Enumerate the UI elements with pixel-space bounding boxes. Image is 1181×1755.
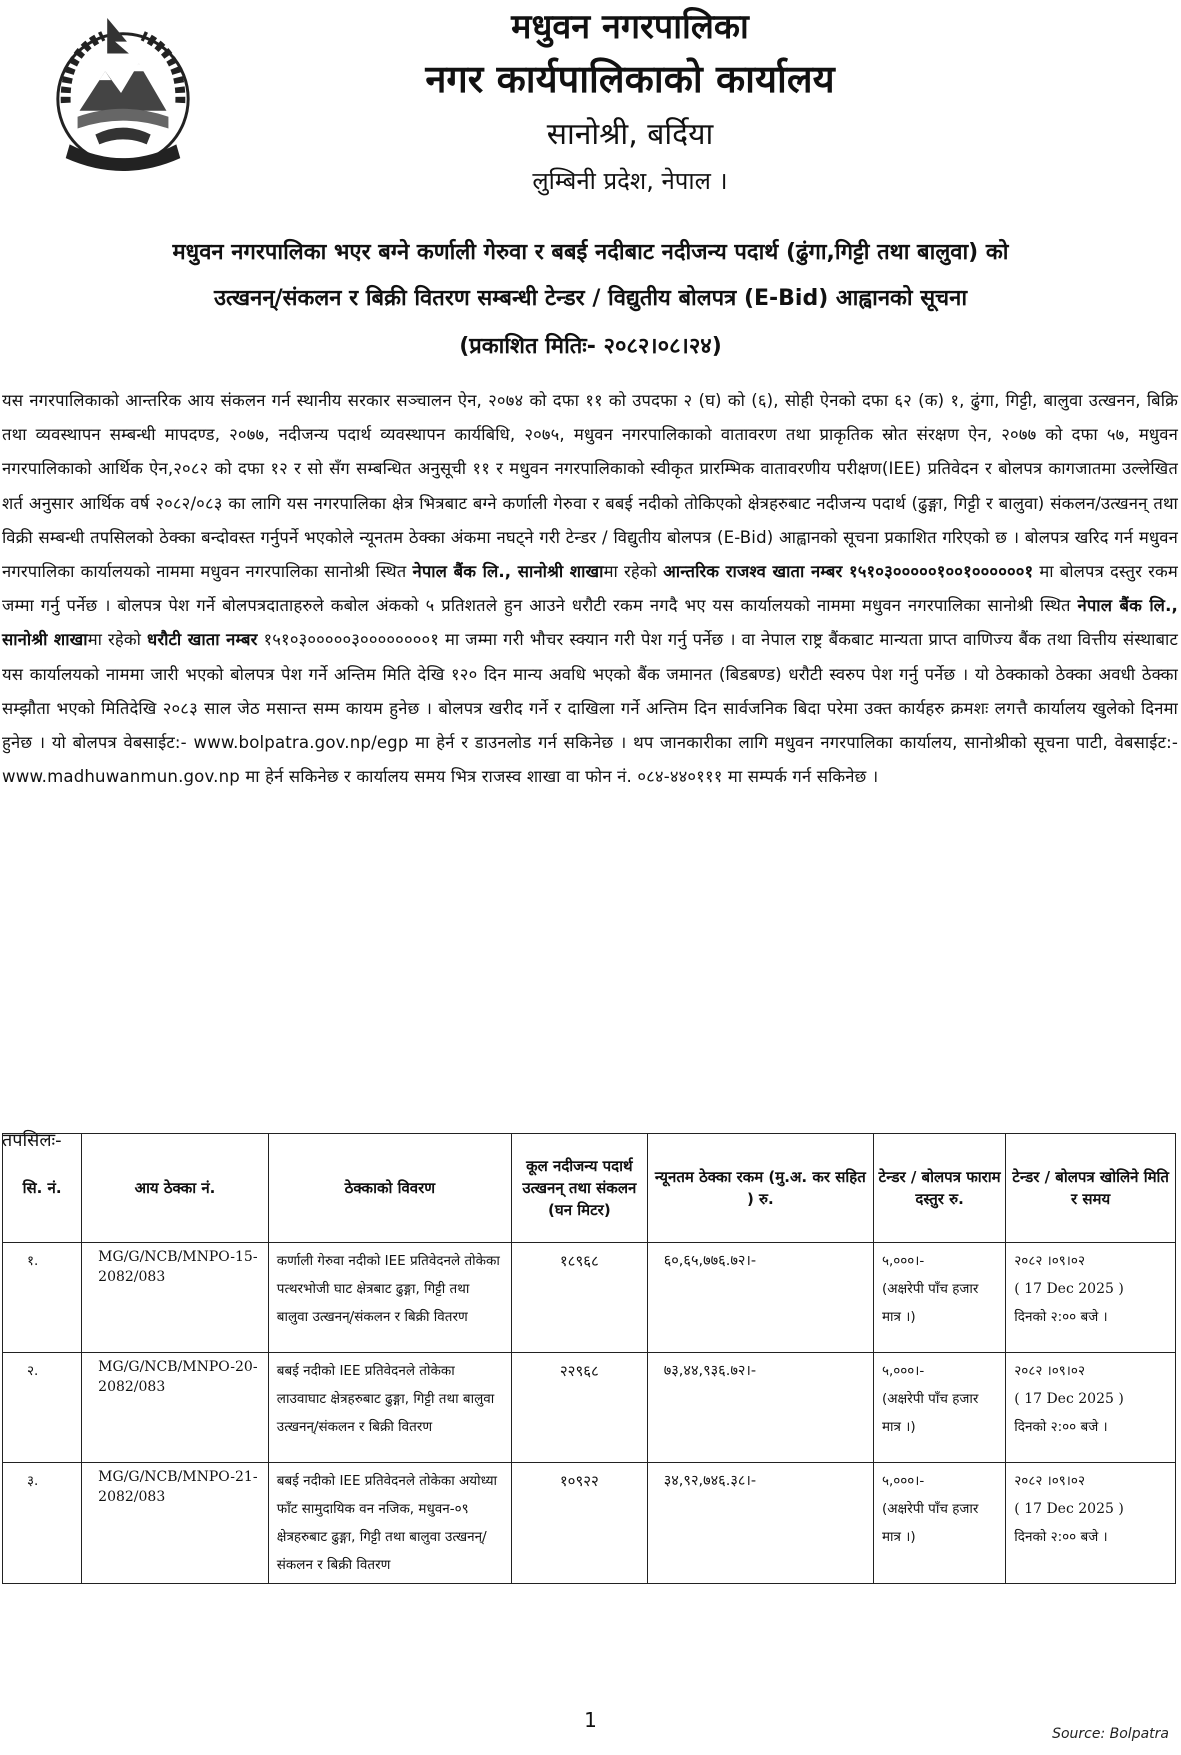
open-time: दिनको २:०० बजे ।: [1014, 1309, 1108, 1325]
details-label: तपसिलः-: [2, 1130, 62, 1151]
cell-date: [1006, 1353, 1176, 1463]
cell-amount: ६०,६५,७७६.७२।-: [647, 1243, 873, 1353]
cell-qty: २२९६८: [511, 1353, 647, 1463]
body-text-4: मा रहेको: [87, 630, 142, 650]
cell-date: [1006, 1463, 1176, 1584]
date-ad: ( 17 Dec 2025 ): [1014, 1281, 1124, 1297]
cell-date: [1006, 1243, 1176, 1353]
bank-name-2: नेपाल बैंक लि., सानोश्री शाखा: [2, 596, 1178, 650]
cell-code: MG/G/NCB/MNPO-15-2082/083: [82, 1243, 269, 1353]
cell-fee: [873, 1353, 1005, 1463]
col-header-date: टेन्डर / बोलपत्र खोलिने मिति र समय: [1006, 1134, 1176, 1243]
col-header-qty: कूल नदीजन्य पदार्थ उत्खनन् तथा संकलन (घन मिटर): [511, 1134, 647, 1243]
col-header-code: आय ठेक्का नं.: [82, 1134, 269, 1243]
col-header-amount: न्यूनतम ठेक्का रकम (मु.अ. कर सहित ) रु.: [647, 1134, 873, 1243]
bank-name-1: नेपाल बैंक लि., सानोश्री शाखा: [412, 562, 604, 582]
fee-amount: ५,०००।-: [881, 1473, 925, 1489]
revenue-account-number: आन्तरिक राजश्व खाता नम्बर १५१०३०००००१००१००००००१: [663, 562, 1034, 582]
cell-sn: १.: [3, 1243, 82, 1353]
open-time: दिनको २:०० बजे ।: [1014, 1529, 1108, 1545]
body-text-1: यस नगरपालिकाको आन्तरिक आय संकलन गर्न स्थानीय सरकार सञ्चालन ऐन, २०७४ को दफा ११ को उपदफा २ (घ) को (६), सोही ऐनको दफा ६२ (क) १, ढुंगा, गिट्टी, बालुवा उत्खनन, बिक्रि तथा व्यवस्थापन सम्बन्धी मापदण्ड, २०७७, नदीजन्य पदार्थ व्यवस्थापन कार्यबिधि, २०७५, मधुवन नगरपालिकाको वातावरण तथा प्राकृतिक स्रोत संरक्षण ऐन, २०७७ को दफा ५७, मधुवन नगरपालिकाको आर्थिक ऐन,२०८२ को दफा १२ र सो सँग सम्बन्धित अनुसूची ११ र मधुवन नगरपालिकाको स्वीकृत प्रारम्भिक वातावरणीय परीक्षण(IEE) प्रतिवेदन र बोलपत्र कागजातमा उल्लेखित शर्त अनुसार आर्थिक वर्ष २०८२/०८३ का लागि यस नगरपालिका क्षेत्र भित्रबाट बग्ने कर्णाली गेरुवा र बबई नदीको तोकिएको क्षेत्रहरुबाट नदीजन्य पदार्थ (ढुङ्गा, गिट्टी र बालुवा) संकलन/उत्खनन् तथा विक्री सम्बन्धी तपसिलको ठेक्का बन्दोवस्त गर्नुपर्ने भएकोले न्यूनतम ठेक्का अंकमा नघट्ने गरी टेन्डर / विद्युतीय बोलपत्र (E-Bid) आह्वानको सूचना प्रकाशित गरिएको छ । बोलपत्र खरिद गर्न मधुवन नगरपालिका कार्यालयको नाममा मधुवन नगरपालिका सानोश्री स्थित: [2, 391, 1178, 582]
deposit-account-label: धरौटी खाता नम्बर: [146, 630, 258, 650]
col-header-fee: टेन्डर / बोलपत्र फाराम दस्तुर रु.: [873, 1134, 1005, 1243]
fee-amount: ५,०००।-: [881, 1253, 925, 1269]
table-row: [3, 1463, 1176, 1584]
col-header-sn: सि. नं.: [3, 1134, 82, 1243]
source-credit: Source: Bolpatra: [1052, 1726, 1169, 1742]
date-ad: ( 17 Dec 2025 ): [1014, 1501, 1124, 1517]
cell-desc: बबई नदीको IEE प्रतिवेदनले तोकेका लाउवाघाट क्षेत्रहरुबाट ढुङ्गा, गिट्टी तथा बालुवा उत्खनन्/संकलन र बिक्री वितरण: [268, 1353, 511, 1463]
page-number: 1: [584, 1708, 597, 1732]
open-time: दिनको २:०० बजे ।: [1014, 1419, 1108, 1435]
cell-code: MG/G/NCB/MNPO-21-2082/083: [82, 1463, 269, 1584]
date-bs: २०८२ ।०९।०२: [1014, 1253, 1085, 1269]
body-text-3: मा बोलपत्र दस्तुर रकम जम्मा गर्नु पर्नेछ । बोलपत्र पेश गर्ने बोलपत्रदाताहरुले कबोल अंकको ५ प्रतिशतले हुन आउने धरौटी रकम नगदै भए यस कार्यालयको नाममा मधुवन नगरपालिका सानोश्री स्थित: [2, 562, 1178, 616]
cell-sn: ३.: [3, 1463, 82, 1584]
fee-words: (अक्षरेपी पाँच हजार मात्र ।): [881, 1501, 979, 1545]
cell-qty: १८९६८: [511, 1243, 647, 1353]
cell-desc: बबई नदीको IEE प्रतिवेदनले तोकेका अयोध्या फाँट सामुदायिक वन नजिक, मधुवन-०९ क्षेत्रहरुबाट ढुङ्गा, गिट्टी तथा बालुवा उत्खनन्/संकलन र बिक्री वितरण: [268, 1463, 511, 1584]
cell-qty: १०९२२: [511, 1463, 647, 1584]
municipality-name: मधुवन नगरपालिका: [511, 7, 749, 47]
notice-title-line2: उत्खनन्/संकलन र बिक्री वितरण सम्बन्धी टेन्डर / विद्युतीय बोलपत्र (E-Bid) आह्वानको सूचना: [213, 286, 968, 311]
date-ad: ( 17 Dec 2025 ): [1014, 1391, 1124, 1407]
cell-fee: [873, 1243, 1005, 1353]
cell-amount: ७३,४४,९३६.७२।-: [647, 1353, 873, 1463]
date-bs: २०८२ ।०९।०२: [1014, 1473, 1085, 1489]
fee-words: (अक्षरेपी पाँच हजार मात्र ।): [881, 1281, 979, 1325]
date-bs: २०८२ ।०९।०२: [1014, 1363, 1085, 1379]
cell-desc: कर्णाली गेरुवा नदीको IEE प्रतिवेदनले तोकेका पत्थरभोजी घाट क्षेत्रबाट ढुङ्गा, गिट्टी तथा बालुवा उत्खनन्/संकलन र बिक्री वितरण: [268, 1243, 511, 1353]
fee-amount: ५,०००।-: [881, 1363, 925, 1379]
col-header-desc: ठेक्काको विवरण: [268, 1134, 511, 1243]
notice-body: [2, 384, 1178, 794]
cell-fee: [873, 1463, 1005, 1584]
fee-words: (अक्षरेपी पाँच हजार मात्र ।): [881, 1391, 979, 1435]
tender-table: [2, 1133, 1176, 1584]
government-emblem-icon: [44, 14, 202, 172]
province-country: लुम्बिनी प्रदेश, नेपाल ।: [532, 167, 728, 195]
body-text-2: मा रहेको: [603, 562, 658, 582]
notice-title-line1: मधुवन नगरपालिका भएर बग्ने कर्णाली गेरुवा र बबई नदीबाट नदीजन्य पदार्थ (ढुंगा,गिट्टी तथा बालुवा) को: [172, 240, 1009, 265]
office-name: नगर कार्यपालिकाको कार्यालय: [425, 57, 835, 101]
cell-amount: ३४,९२,७४६.३८।-: [647, 1463, 873, 1584]
table-row: [3, 1243, 1176, 1353]
cell-sn: २.: [3, 1353, 82, 1463]
body-text-5: १५१०३०००००३००००००००१ मा जम्मा गरी भौचर स्क्यान गरी पेश गर्नु पर्नेछ । वा नेपाल राष्ट्र बैंकबाट मान्यता प्राप्त वाणिज्य बैंक तथा वित्तीय संस्थाबाट यस कार्यालयको नाममा जारी भएको बोलपत्र पेश गर्ने अन्तिम मिति देखि १२० दिन मान्य अवधि भएको बैंक जमानत (बिडबण्ड) धरौटी स्वरुप पेश गर्नु पर्नेछ । यो ठेक्काको ठेक्का अवधी ठेक्का सम्झौता भएको मितिदेखि २०८३ साल जेठ मसान्त सम्म कायम हुनेछ । बोलपत्र खरीद गर्ने र दाखिला गर्ने अन्तिम दिन सार्वजनिक बिदा परेमा उक्त कार्यहरु क्रमशः लगत्तै कार्यालय खुलेको दिनमा हुनेछ । यो बोलपत्र वेबसाईट:- www.bolpatra.gov.np/egp मा हेर्न र डाउनलोड गर्न सकिनेछ । थप जानकारीका लागि मधुवन नगरपालिका कार्यालय, सानोश्रीको सूचना पाटी, वेबसाईट:- www.madhuwanmun.gov.np मा हेर्न सकिनेछ र कार्यालय समय भित्र राजस्व शाखा वा फोन नं. ०८४-४४०१११ मा सम्पर्क गर्न सकिनेछ ।: [2, 630, 1178, 787]
table-header-row: [3, 1134, 1176, 1243]
office-location: सानोश्री, बर्दिया: [546, 117, 714, 152]
table-row: [3, 1353, 1176, 1463]
published-date: (प्रकाशित मितिः- २०८२।०८।२४): [459, 334, 722, 359]
cell-code: MG/G/NCB/MNPO-20-2082/083: [82, 1353, 269, 1463]
